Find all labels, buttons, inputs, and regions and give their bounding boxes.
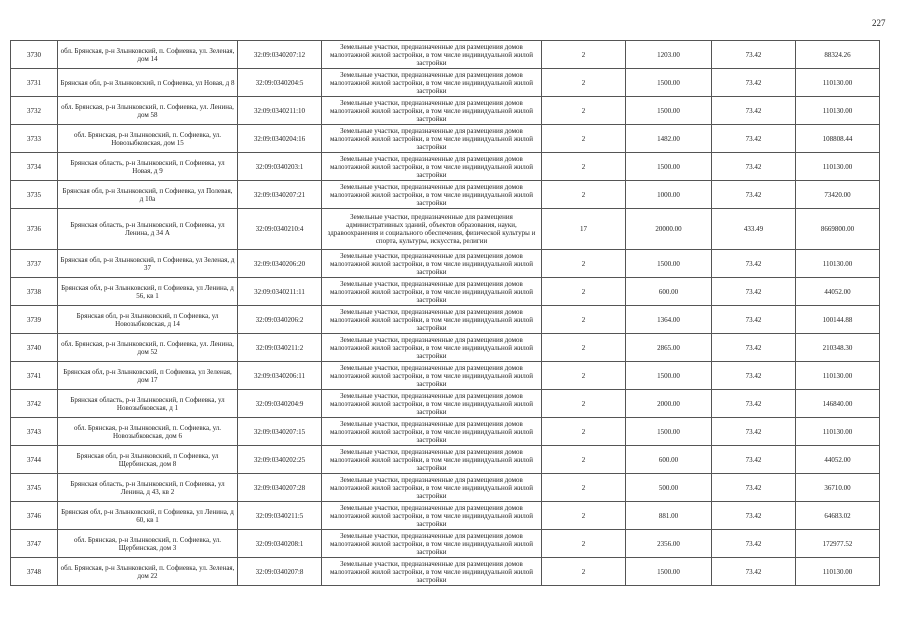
cadastral-number-cell: 32:09:0340211:5 bbox=[238, 502, 322, 530]
group-cell: 2 bbox=[542, 334, 626, 362]
cadastral-value-cell: 172977.52 bbox=[796, 530, 880, 558]
cadastral-number-cell: 32:09:0340202:25 bbox=[238, 446, 322, 474]
land-use-cell: Земельные участки, предназначенные для размещения домов малоэтажной жилой застройки, в том числе индивидуальной жилой застройки bbox=[322, 502, 542, 530]
table-row bbox=[11, 418, 880, 446]
address-cell: Брянская обл, р-н Злынковский, п Софиевка, ул Щербинская, дом 8 bbox=[58, 446, 238, 474]
row-number: 3739 bbox=[11, 306, 58, 334]
area-cell: 1000.00 bbox=[626, 181, 712, 209]
land-use-cell: Земельные участки, предназначенные для размещения домов малоэтажной жилой застройки, в том числе индивидуальной жилой застройки bbox=[322, 97, 542, 125]
row-number: 3733 bbox=[11, 125, 58, 153]
area-cell: 1364.00 bbox=[626, 306, 712, 334]
land-use-cell: Земельные участки, предназначенные для размещения домов малоэтажной жилой застройки, в том числе индивидуальной жилой застройки bbox=[322, 530, 542, 558]
area-cell: 1482.00 bbox=[626, 125, 712, 153]
cadastral-number-cell: 32:09:0340206:11 bbox=[238, 362, 322, 390]
address-cell: Брянская обл, р-н Злынковский, п Софиевка, ул Новая, д 8 bbox=[58, 69, 238, 97]
address-cell: Брянская обл, р-н Злынковский, п Софиевка, ул Полевая, д 10а bbox=[58, 181, 238, 209]
area-cell: 881.00 bbox=[626, 502, 712, 530]
table-row bbox=[11, 69, 880, 97]
area-cell: 1500.00 bbox=[626, 153, 712, 181]
address-cell: Брянская обл, р-н Злынковский, п Софиевка, ул Ленина, д 56, кв 1 bbox=[58, 278, 238, 306]
rate-cell: 73.42 bbox=[712, 446, 796, 474]
cadastral-number-cell: 32:09:0340203:1 bbox=[238, 153, 322, 181]
cadastral-value-cell: 44052.00 bbox=[796, 446, 880, 474]
table-row bbox=[11, 250, 880, 278]
row-number: 3730 bbox=[11, 41, 58, 69]
area-cell: 2356.00 bbox=[626, 530, 712, 558]
address-cell: обл. Брянская, р-н Злынковский, п. Софиевка, ул. Щербинская, дом 3 bbox=[58, 530, 238, 558]
cadastral-value-cell: 64683.02 bbox=[796, 502, 880, 530]
table-row bbox=[11, 41, 880, 69]
rate-cell: 73.42 bbox=[712, 278, 796, 306]
area-cell: 2865.00 bbox=[626, 334, 712, 362]
table-row bbox=[11, 306, 880, 334]
table-row bbox=[11, 362, 880, 390]
address-cell: обл. Брянская, р-н Злынковский, п. Софиевка, ул. Зеленая, дом 14 bbox=[58, 41, 238, 69]
rate-cell: 73.42 bbox=[712, 558, 796, 586]
land-use-cell: Земельные участки, предназначенные для размещения домов малоэтажной жилой застройки, в том числе индивидуальной жилой застройки bbox=[322, 474, 542, 502]
cadastral-value-cell: 146840.00 bbox=[796, 390, 880, 418]
cadastral-number-cell: 32:09:0340211:11 bbox=[238, 278, 322, 306]
rate-cell: 73.42 bbox=[712, 530, 796, 558]
cadastral-number-cell: 32:09:0340206:20 bbox=[238, 250, 322, 278]
cadastral-value-cell: 44052.00 bbox=[796, 278, 880, 306]
land-use-cell: Земельные участки, предназначенные для размещения домов малоэтажной жилой застройки, в том числе индивидуальной жилой застройки bbox=[322, 334, 542, 362]
cadastral-value-cell: 36710.00 bbox=[796, 474, 880, 502]
group-cell: 2 bbox=[542, 530, 626, 558]
rate-cell: 73.42 bbox=[712, 306, 796, 334]
cadastral-value-cell: 73420.00 bbox=[796, 181, 880, 209]
group-cell: 2 bbox=[542, 558, 626, 586]
land-use-cell: Земельные участки, предназначенные для размещения домов малоэтажной жилой застройки, в том числе индивидуальной жилой застройки bbox=[322, 153, 542, 181]
table-row bbox=[11, 125, 880, 153]
table-row bbox=[11, 474, 880, 502]
land-use-cell: Земельные участки, предназначенные для размещения домов малоэтажной жилой застройки, в том числе индивидуальной жилой застройки bbox=[322, 306, 542, 334]
area-cell: 600.00 bbox=[626, 278, 712, 306]
land-use-cell: Земельные участки, предназначенные для размещения домов малоэтажной жилой застройки, в том числе индивидуальной жилой застройки bbox=[322, 69, 542, 97]
row-number: 3732 bbox=[11, 97, 58, 125]
registry-table bbox=[10, 40, 880, 586]
cadastral-number-cell: 32:09:0340207:8 bbox=[238, 558, 322, 586]
land-use-cell: Земельные участки, предназначенные для размещения домов малоэтажной жилой застройки, в том числе индивидуальной жилой застройки bbox=[322, 446, 542, 474]
land-use-cell: Земельные участки, предназначенные для размещения административных зданий, объектов образования, науки, здравоохранения и социального обеспечения, физической культуры и спорта, культуры, искусства, религии bbox=[322, 209, 542, 250]
land-use-cell: Земельные участки, предназначенные для размещения домов малоэтажной жилой застройки, в том числе индивидуальной жилой застройки bbox=[322, 390, 542, 418]
table-row bbox=[11, 97, 880, 125]
group-cell: 2 bbox=[542, 446, 626, 474]
row-number: 3731 bbox=[11, 69, 58, 97]
area-cell: 1500.00 bbox=[626, 250, 712, 278]
address-cell: Брянская область, р-н Злынковский, п Софиевка, ул Новая, д 9 bbox=[58, 153, 238, 181]
cadastral-number-cell: 32:09:0340210:4 bbox=[238, 209, 322, 250]
cadastral-value-cell: 110130.00 bbox=[796, 153, 880, 181]
rate-cell: 73.42 bbox=[712, 69, 796, 97]
group-cell: 17 bbox=[542, 209, 626, 250]
area-cell: 1500.00 bbox=[626, 69, 712, 97]
rate-cell: 73.42 bbox=[712, 334, 796, 362]
address-cell: Брянская обл, р-н Злынковский, п Софиевка, ул Зеленая, д 37 bbox=[58, 250, 238, 278]
rate-cell: 73.42 bbox=[712, 153, 796, 181]
group-cell: 2 bbox=[542, 153, 626, 181]
cadastral-number-cell: 32:09:0340211:2 bbox=[238, 334, 322, 362]
area-cell: 1500.00 bbox=[626, 97, 712, 125]
rate-cell: 433.49 bbox=[712, 209, 796, 250]
land-use-cell: Земельные участки, предназначенные для размещения домов малоэтажной жилой застройки, в том числе индивидуальной жилой застройки bbox=[322, 181, 542, 209]
rate-cell: 73.42 bbox=[712, 97, 796, 125]
table-row bbox=[11, 334, 880, 362]
table-row bbox=[11, 278, 880, 306]
area-cell: 1500.00 bbox=[626, 418, 712, 446]
cadastral-value-cell: 110130.00 bbox=[796, 97, 880, 125]
address-cell: Брянская обл, р-н Злынковский, п Софиевка, ул Ленина, д 60, кв 1 bbox=[58, 502, 238, 530]
land-use-cell: Земельные участки, предназначенные для размещения домов малоэтажной жилой застройки, в том числе индивидуальной жилой застройки bbox=[322, 418, 542, 446]
group-cell: 2 bbox=[542, 502, 626, 530]
row-number: 3748 bbox=[11, 558, 58, 586]
row-number: 3743 bbox=[11, 418, 58, 446]
group-cell: 2 bbox=[542, 181, 626, 209]
land-use-cell: Земельные участки, предназначенные для размещения домов малоэтажной жилой застройки, в том числе индивидуальной жилой застройки bbox=[322, 558, 542, 586]
area-cell: 1500.00 bbox=[626, 362, 712, 390]
cadastral-value-cell: 110130.00 bbox=[796, 558, 880, 586]
rate-cell: 73.42 bbox=[712, 125, 796, 153]
area-cell: 2000.00 bbox=[626, 390, 712, 418]
group-cell: 2 bbox=[542, 250, 626, 278]
table-row bbox=[11, 209, 880, 250]
address-cell: обл. Брянская, р-н Злынковский, п. Софиевка, ул. Новозыбковская, дом 6 bbox=[58, 418, 238, 446]
group-cell: 2 bbox=[542, 41, 626, 69]
row-number: 3736 bbox=[11, 209, 58, 250]
cadastral-value-cell: 8669800.00 bbox=[796, 209, 880, 250]
group-cell: 2 bbox=[542, 69, 626, 97]
land-use-cell: Земельные участки, предназначенные для размещения домов малоэтажной жилой застройки, в том числе индивидуальной жилой застройки bbox=[322, 125, 542, 153]
address-cell: обл. Брянская, р-н Злынковский, п. Софиевка, ул. Новозыбковская, дом 15 bbox=[58, 125, 238, 153]
row-number: 3740 bbox=[11, 334, 58, 362]
table-row bbox=[11, 390, 880, 418]
cadastral-value-cell: 210348.30 bbox=[796, 334, 880, 362]
area-cell: 600.00 bbox=[626, 446, 712, 474]
land-use-cell: Земельные участки, предназначенные для размещения домов малоэтажной жилой застройки, в том числе индивидуальной жилой застройки bbox=[322, 362, 542, 390]
address-cell: Брянская область, р-н Злынковский, п Софиевка, ул Новозыбковская, д 1 bbox=[58, 390, 238, 418]
row-number: 3735 bbox=[11, 181, 58, 209]
area-cell: 1500.00 bbox=[626, 558, 712, 586]
table-row bbox=[11, 558, 880, 586]
cadastral-number-cell: 32:09:0340207:12 bbox=[238, 41, 322, 69]
cadastral-value-cell: 100144.88 bbox=[796, 306, 880, 334]
rate-cell: 73.42 bbox=[712, 181, 796, 209]
address-cell: обл. Брянская, р-н Злынковский, п. Софиевка, ул. Зеленая, дом 22 bbox=[58, 558, 238, 586]
row-number: 3745 bbox=[11, 474, 58, 502]
group-cell: 2 bbox=[542, 474, 626, 502]
cadastral-value-cell: 110130.00 bbox=[796, 362, 880, 390]
table-row bbox=[11, 530, 880, 558]
row-number: 3746 bbox=[11, 502, 58, 530]
land-use-cell: Земельные участки, предназначенные для размещения домов малоэтажной жилой застройки, в том числе индивидуальной жилой застройки bbox=[322, 250, 542, 278]
cadastral-value-cell: 88324.26 bbox=[796, 41, 880, 69]
group-cell: 2 bbox=[542, 125, 626, 153]
cadastral-value-cell: 110130.00 bbox=[796, 250, 880, 278]
group-cell: 2 bbox=[542, 306, 626, 334]
address-cell: Брянская область, р-н Злынковский, п Софиевка, ул Ленина, д 34 А bbox=[58, 209, 238, 250]
rate-cell: 73.42 bbox=[712, 418, 796, 446]
rate-cell: 73.42 bbox=[712, 474, 796, 502]
area-cell: 500.00 bbox=[626, 474, 712, 502]
cadastral-value-cell: 110130.00 bbox=[796, 69, 880, 97]
table-body bbox=[11, 41, 880, 586]
area-cell: 20000.00 bbox=[626, 209, 712, 250]
group-cell: 2 bbox=[542, 362, 626, 390]
cadastral-number-cell: 32:09:0340204:16 bbox=[238, 125, 322, 153]
row-number: 3734 bbox=[11, 153, 58, 181]
row-number: 3744 bbox=[11, 446, 58, 474]
row-number: 3742 bbox=[11, 390, 58, 418]
cadastral-number-cell: 32:09:0340207:28 bbox=[238, 474, 322, 502]
cadastral-value-cell: 108808.44 bbox=[796, 125, 880, 153]
group-cell: 2 bbox=[542, 278, 626, 306]
row-number: 3741 bbox=[11, 362, 58, 390]
address-cell: Брянская обл, р-н Злынковский, п Софиевка, ул Зеленая, дом 17 bbox=[58, 362, 238, 390]
row-number: 3747 bbox=[11, 530, 58, 558]
rate-cell: 73.42 bbox=[712, 502, 796, 530]
cadastral-value-cell: 110130.00 bbox=[796, 418, 880, 446]
land-use-cell: Земельные участки, предназначенные для размещения домов малоэтажной жилой застройки, в том числе индивидуальной жилой застройки bbox=[322, 278, 542, 306]
address-cell: Брянская область, р-н Злынковский, п Софиевка, ул Ленина, д 43, кв 2 bbox=[58, 474, 238, 502]
address-cell: Брянская обл, р-н Злынковский, п Софиевка, ул Новозыбковская, д 14 bbox=[58, 306, 238, 334]
land-use-cell: Земельные участки, предназначенные для размещения домов малоэтажной жилой застройки, в том числе индивидуальной жилой застройки bbox=[322, 41, 542, 69]
page-number: 227 bbox=[872, 18, 886, 28]
cadastral-number-cell: 32:09:0340211:10 bbox=[238, 97, 322, 125]
rate-cell: 73.42 bbox=[712, 250, 796, 278]
cadastral-number-cell: 32:09:0340207:15 bbox=[238, 418, 322, 446]
cadastral-number-cell: 32:09:0340204:9 bbox=[238, 390, 322, 418]
row-number: 3738 bbox=[11, 278, 58, 306]
rate-cell: 73.42 bbox=[712, 390, 796, 418]
group-cell: 2 bbox=[542, 390, 626, 418]
table-row bbox=[11, 502, 880, 530]
rate-cell: 73.42 bbox=[712, 41, 796, 69]
cadastral-number-cell: 32:09:0340208:1 bbox=[238, 530, 322, 558]
address-cell: обл. Брянская, р-н Злынковский, п. Софиевка, ул. Ленина, дом 58 bbox=[58, 97, 238, 125]
cadastral-number-cell: 32:09:0340204:5 bbox=[238, 69, 322, 97]
group-cell: 2 bbox=[542, 97, 626, 125]
table-row bbox=[11, 446, 880, 474]
address-cell: обл. Брянская, р-н Злынковский, п. Софиевка, ул. Ленина, дом 52 bbox=[58, 334, 238, 362]
table-row bbox=[11, 153, 880, 181]
rate-cell: 73.42 bbox=[712, 362, 796, 390]
cadastral-number-cell: 32:09:0340206:2 bbox=[238, 306, 322, 334]
area-cell: 1203.00 bbox=[626, 41, 712, 69]
row-number: 3737 bbox=[11, 250, 58, 278]
cadastral-number-cell: 32:09:0340207:21 bbox=[238, 181, 322, 209]
table-row bbox=[11, 181, 880, 209]
group-cell: 2 bbox=[542, 418, 626, 446]
